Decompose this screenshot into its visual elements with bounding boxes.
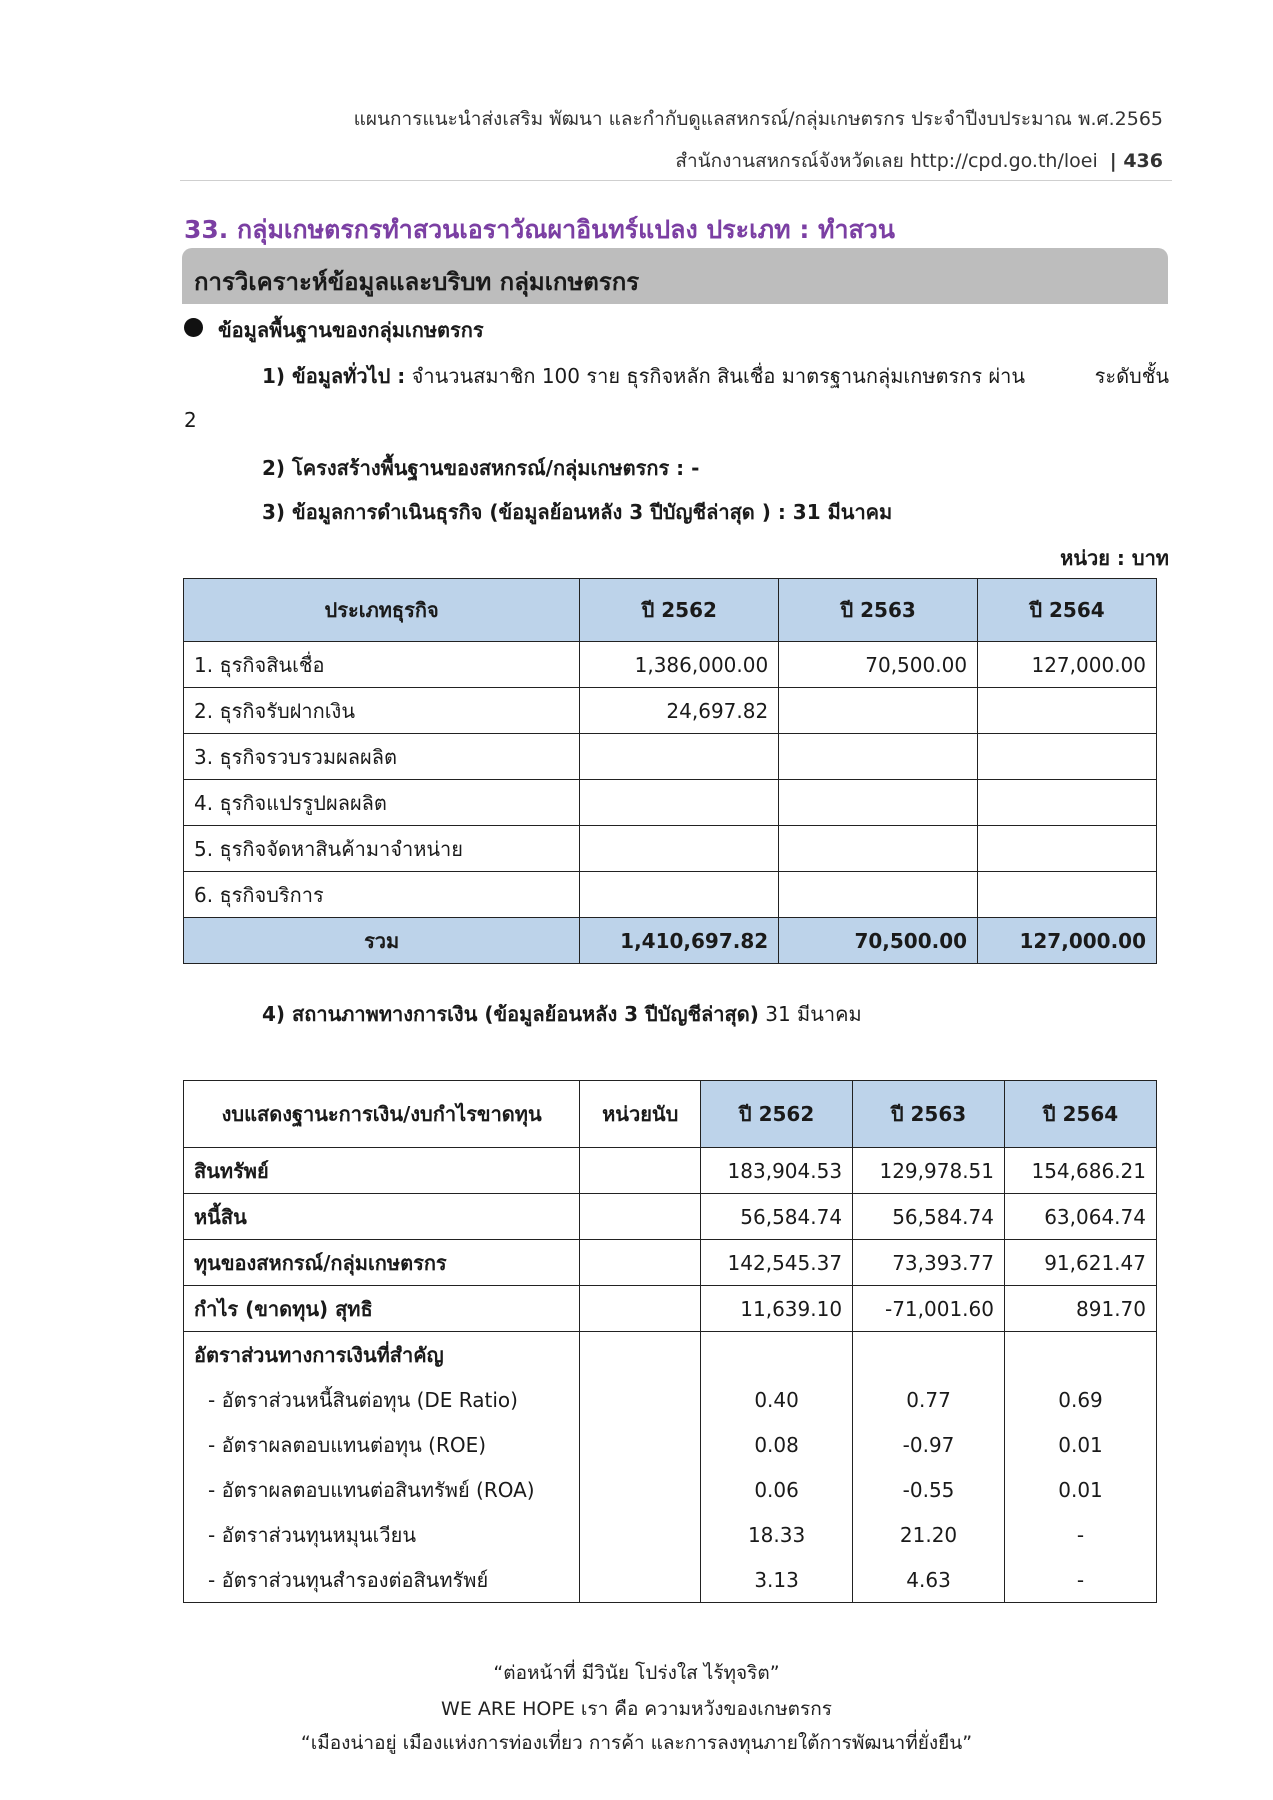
ratio-row	[184, 1557, 1157, 1603]
table-row	[184, 1148, 1157, 1194]
col-header-2564: ปี 2564	[1005, 1081, 1157, 1148]
cell-2563	[853, 1332, 1005, 1378]
col-header-2563: ปี 2563	[779, 579, 978, 642]
financial-table-header	[184, 1081, 1157, 1148]
cell-2564: 154,686.21	[1005, 1148, 1157, 1194]
row-label: หนี้สิน	[184, 1194, 580, 1240]
page-title: 33. กลุ่มเกษตรกรทำสวนเอราวัณผาอินทร์แปลง ประเภท : ทำสวน	[184, 215, 895, 244]
cell-2562: 3.13	[701, 1557, 853, 1603]
cell-2562: 11,639.10	[701, 1286, 853, 1332]
cell-2564: 91,621.47	[1005, 1240, 1157, 1286]
row-label: ทุนของสหกรณ์/กลุ่มเกษตรกร	[184, 1240, 580, 1286]
total-2564: 127,000.00	[978, 918, 1157, 964]
cell-2562	[580, 734, 779, 780]
cell-2563: 73,393.77	[853, 1240, 1005, 1286]
total-2563: 70,500.00	[779, 918, 978, 964]
cell-2562	[580, 872, 779, 918]
general-info-wrap: 2	[184, 408, 197, 432]
cell-unit	[580, 1286, 701, 1332]
row-label: สินทรัพย์	[184, 1148, 580, 1194]
cell-unit	[580, 1240, 701, 1286]
cell-2563	[779, 734, 978, 780]
cell-2564	[978, 872, 1157, 918]
table-row	[184, 1286, 1157, 1332]
cell-2562: 142,545.37	[701, 1240, 853, 1286]
cell-2564: -	[1005, 1512, 1157, 1557]
cell-2564: -	[1005, 1557, 1157, 1603]
ratio-row	[184, 1512, 1157, 1557]
footer-vision: “เมืองน่าอยู่ เมืองแห่งการท่องเที่ยว การค้า และการลงทุนภายใต้การพัฒนาที่ยั่งยืน”	[300, 1732, 973, 1754]
ratio-label: - อัตราผลตอบแทนต่อสินทรัพย์ (ROA)	[184, 1467, 580, 1512]
cell-2562	[580, 826, 779, 872]
business-table-header	[184, 579, 1157, 642]
table-row	[184, 688, 1157, 734]
cell-2562: 183,904.53	[701, 1148, 853, 1194]
cell-unit	[580, 1467, 701, 1512]
unit-label: หน่วย : บาท	[1060, 546, 1169, 570]
ratio-heading-row	[184, 1332, 1157, 1378]
header-plan-title: แผนการแนะนำส่งเสริม พัฒนา และกำกับดูแลสหกรณ์/กลุ่มเกษตรกร ประจำปีงบประมาณ พ.ศ.2565	[353, 108, 1163, 130]
cell-2562: 0.08	[701, 1422, 853, 1467]
header-office	[675, 146, 1163, 176]
cell-2564	[978, 780, 1157, 826]
col-header-2562: ปี 2562	[580, 579, 779, 642]
cell-unit	[580, 1377, 701, 1422]
cell-unit	[580, 1194, 701, 1240]
cell-2563	[779, 780, 978, 826]
cell-unit	[580, 1148, 701, 1194]
ratio-label: - อัตราผลตอบแทนต่อทุน (ROE)	[184, 1422, 580, 1467]
financial-status-bold: 4) สถานภาพทางการเงิน (ข้อมูลย้อนหลัง 3 ปีบัญชีล่าสุด)	[262, 1002, 759, 1026]
ratio-row	[184, 1422, 1157, 1467]
cell-2563	[779, 688, 978, 734]
ratio-heading: อัตราส่วนทางการเงินที่สำคัญ	[184, 1332, 580, 1378]
col-header-statement: งบแสดงฐานะการเงิน/งบกำไรขาดทุน	[184, 1081, 580, 1148]
cell-unit	[580, 1557, 701, 1603]
cell-2562	[701, 1332, 853, 1378]
ratio-label: - อัตราส่วนหนี้สินต่อทุน (DE Ratio)	[184, 1377, 580, 1422]
col-header-2562: ปี 2562	[701, 1081, 853, 1148]
row-label: 6. ธุรกิจบริการ	[184, 872, 580, 918]
cell-2563: 4.63	[853, 1557, 1005, 1603]
cell-unit	[580, 1512, 701, 1557]
total-2562: 1,410,697.82	[580, 918, 779, 964]
general-info-tail: ระดับชั้น	[1094, 364, 1169, 388]
cell-2563: -0.55	[853, 1467, 1005, 1512]
business-table	[183, 578, 1157, 964]
cell-2564: 127,000.00	[978, 642, 1157, 688]
financial-table	[183, 1080, 1157, 1603]
total-row	[184, 918, 1157, 964]
cell-2563: 129,978.51	[853, 1148, 1005, 1194]
cell-2564	[1005, 1332, 1157, 1378]
header-office-text: สำนักงานสหกรณ์จังหวัดเลย http://cpd.go.th/loei	[675, 150, 1098, 172]
ratio-row	[184, 1467, 1157, 1512]
cell-2563: 21.20	[853, 1512, 1005, 1557]
basic-info-heading: ข้อมูลพื้นฐานของกลุ่มเกษตรกร	[218, 318, 484, 342]
cell-2562	[580, 780, 779, 826]
cell-2564	[978, 688, 1157, 734]
cell-2563	[779, 826, 978, 872]
cell-2563: 0.77	[853, 1377, 1005, 1422]
cell-2563: -0.97	[853, 1422, 1005, 1467]
col-header-business-type: ประเภทธุรกิจ	[184, 579, 580, 642]
ratio-label: - อัตราส่วนทุนสำรองต่อสินทรัพย์	[184, 1557, 580, 1603]
cell-2562: 0.40	[701, 1377, 853, 1422]
cell-2562: 0.06	[701, 1467, 853, 1512]
cell-2563: 56,584.74	[853, 1194, 1005, 1240]
col-header-2563: ปี 2563	[853, 1081, 1005, 1148]
row-label: 1. ธุรกิจสินเชื่อ	[184, 642, 580, 688]
bullet-icon	[184, 318, 203, 337]
header-divider	[180, 180, 1172, 181]
col-header-2564: ปี 2564	[978, 579, 1157, 642]
row-label: 5. ธุรกิจจัดหาสินค้ามาจำหน่าย	[184, 826, 580, 872]
cell-unit	[580, 1332, 701, 1378]
row-label: กำไร (ขาดทุน) สุทธิ	[184, 1286, 580, 1332]
table-row	[184, 872, 1157, 918]
cell-2564	[978, 826, 1157, 872]
table-row	[184, 826, 1157, 872]
section-band-title: การวิเคราะห์ข้อมูลและบริบท กลุ่มเกษตรกร	[194, 268, 640, 296]
ratio-label: - อัตราส่วนทุนหมุนเวียน	[184, 1512, 580, 1557]
row-label: 4. ธุรกิจแปรรูปผลผลิต	[184, 780, 580, 826]
cell-2564: 0.01	[1005, 1422, 1157, 1467]
footer-slogan: WE ARE HOPE เรา คือ ความหวังของเกษตรกร	[441, 1698, 832, 1720]
general-info-label: 1) ข้อมูลทั่วไป :	[262, 364, 406, 388]
cell-2562: 18.33	[701, 1512, 853, 1557]
total-label: รวม	[184, 918, 580, 964]
general-info	[262, 360, 1025, 392]
cell-2562: 24,697.82	[580, 688, 779, 734]
cell-2564: 63,064.74	[1005, 1194, 1157, 1240]
table-row	[184, 1240, 1157, 1286]
cell-2564: 891.70	[1005, 1286, 1157, 1332]
infrastructure-info: 2) โครงสร้างพื้นฐานของสหกรณ์/กลุ่มเกษตรกร : -	[262, 456, 700, 480]
table-row	[184, 1194, 1157, 1240]
cell-2563	[779, 872, 978, 918]
ratio-row	[184, 1377, 1157, 1422]
general-info-text: จำนวนสมาชิก 100 ราย ธุรกิจหลัก สินเชื่อ มาตรฐานกลุ่มเกษตรกร ผ่าน	[411, 364, 1026, 388]
footer-motto: “ต่อหน้าที่ มีวินัย โปร่งใส ไร้ทุจริต”	[493, 1662, 780, 1684]
table-row	[184, 734, 1157, 780]
cell-2562: 56,584.74	[701, 1194, 853, 1240]
cell-2563: -71,001.60	[853, 1286, 1005, 1332]
cell-unit	[580, 1422, 701, 1467]
cell-2564: 0.69	[1005, 1377, 1157, 1422]
table-row	[184, 642, 1157, 688]
cell-2563: 70,500.00	[779, 642, 978, 688]
cell-2564	[978, 734, 1157, 780]
cell-2564: 0.01	[1005, 1467, 1157, 1512]
row-label: 2. ธุรกิจรับฝากเงิน	[184, 688, 580, 734]
financial-status-date: 31 มีนาคม	[758, 1002, 862, 1026]
financial-status-heading	[262, 998, 862, 1030]
col-header-unit: หน่วยนับ	[580, 1081, 701, 1148]
row-label: 3. ธุรกิจรวบรวมผลผลิต	[184, 734, 580, 780]
page-number: | 436	[1109, 150, 1163, 172]
table-row	[184, 780, 1157, 826]
business-info-heading: 3) ข้อมูลการดำเนินธุรกิจ (ข้อมูลย้อนหลัง 3 ปีบัญชีล่าสุด ) : 31 มีนาคม	[262, 500, 893, 524]
cell-2562: 1,386,000.00	[580, 642, 779, 688]
